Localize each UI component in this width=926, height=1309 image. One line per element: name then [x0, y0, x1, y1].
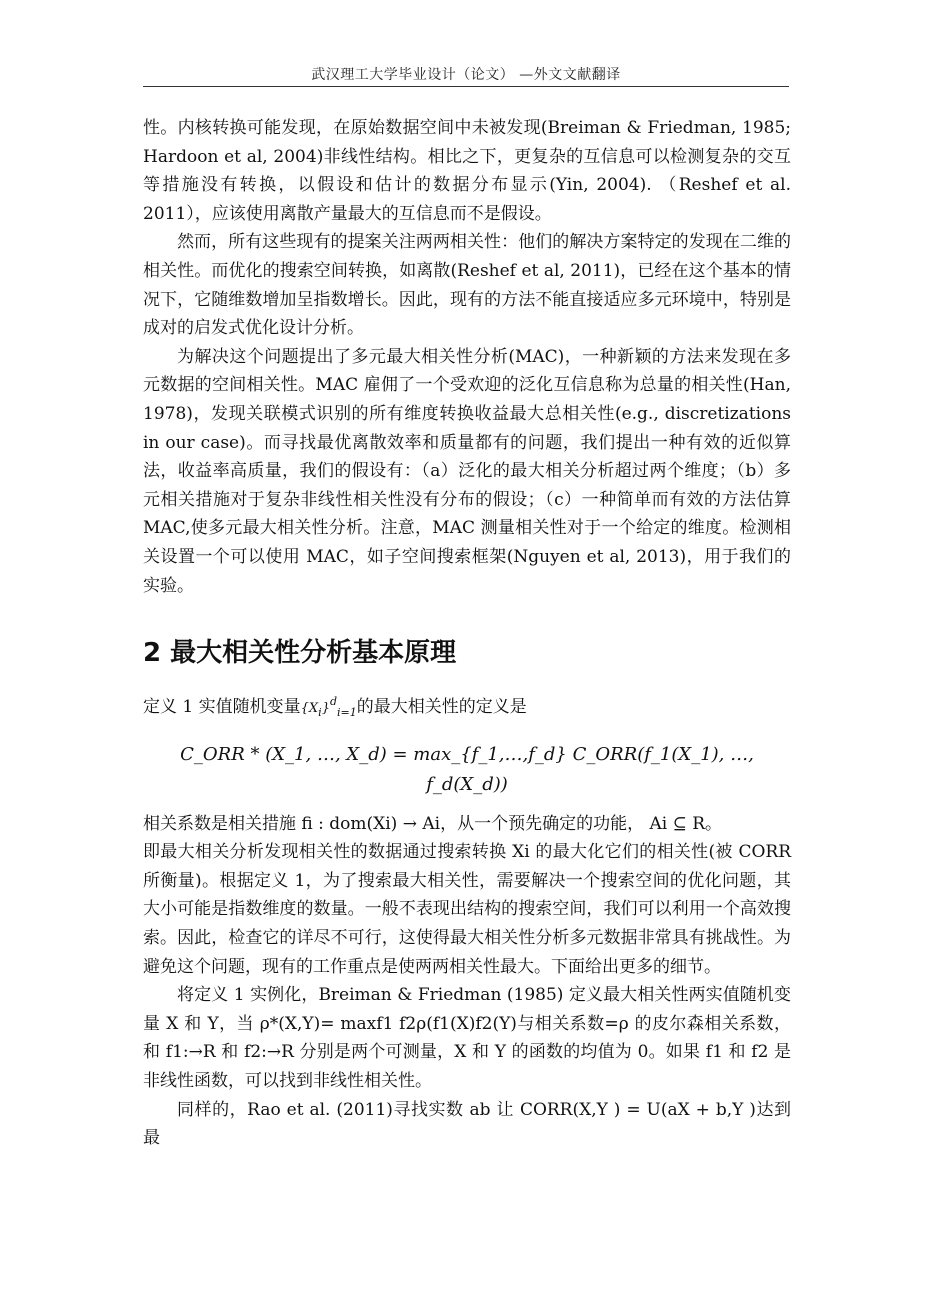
paragraph: 为解决这个问题提出了多元最大相关性分析(MAC)，一种新颖的方法来发现在多元数据的空间相关性。MAC 雇佣了一个受欢迎的泛化互信息称为总量的相关性(Han, 1978)，发现关联模式识别的所有维度转换收益最大总相关性(e.g., discretizations in our case)。而寻找最优离散效率和质量都有的问题，我们提出一种有效的近似算法，收益率高质量，我们的假设有：（a）泛化的最大相关分析超过两个维度；（b）多元相关措施对于复杂非线性相关性没有分布的假设；（c）一种简单而有效的方法估算 MAC,使多元最大相关性分析。注意，MAC 测量相关性对于一个给定的维度。检测相关设置一个可以使用 MAC，如子空间搜索框架(Nguyen et al, 2013)，用于我们的实验。 [143, 346, 791, 596]
paragraph: 即最大相关分析发现相关性的数据通过搜索转换 Xi 的最大化它们的相关性(被 CORR 所衡量)。根据定义 1，为了搜索最大相关性，需要解决一个搜索空间的优化问题，其大小可能是指数维度的数量。一般不表现出结构的搜索空间，我们可以利用一个高效搜索。因此，检查它的详尽不可行，这使得最大相关性分析多元数据非常具有挑战性。为避免这个问题，现有的工作重点是使两两相关性最大。下面给出更多的细节。 [143, 842, 791, 977]
page-header: 武汉理工大学毕业设计（论文） —外文文献翻译 [311, 67, 621, 83]
document-body [143, 114, 791, 1153]
section-heading: 2 最大相关性分析基本原理 [143, 638, 457, 669]
definition-suffix: 的最大相关性的定义是 [356, 697, 527, 718]
paragraph: 性。内核转换可能发现，在原始数据空间中未被发现(Breiman & Friedman, 1985; Hardoon et al, 2004)非线性结构。相比之下，更复杂的互信息可以检测复杂的交互等措施没有转换，以假设和估计的数据分布显示(Yin, 2004). （Reshef et al. 2011），应该使用离散产量最大的互信息而不是假设。 [143, 118, 791, 224]
paragraph: 将定义 1 实例化，Breiman & Friedman (1985) 定义最大相关性两实值随机变量 X 和 Y，当 ρ*(X,Y)= maxf1 f2ρ(f1(X)f2(Y)与相关系数=ρ 的皮尔森相关系数，和 f1:→R 和 f2:→R 分别是两个可测量，X 和 Y 的函数的均值为 0。如果 f1 和 f2 是非线性函数，可以找到非线性相关性。 [143, 985, 791, 1092]
paragraph: 相关系数是相关措施 fi : dom(Xi) → Ai，从一个预先确定的功能， Ai ⊆ R。 [143, 813, 723, 834]
paragraph: 然而，所有这些现有的提案关注两两相关性：他们的解决方案特定的发现在二维的相关性。而优化的搜索空间转换，如离散(Reshef et al, 2011)，已经在这个基本的情况下，它随维数增加呈指数增长。因此，现有的方法不能直接适应多元环境中，特别是成对的启发式优化设计分析。 [143, 232, 791, 339]
definition-line [143, 688, 791, 728]
definition-prefix: 定义 1 实值随机变量 [143, 697, 301, 718]
paragraph: 同样的，Rao et al. (2011)寻找实数 ab 让 CORR(X,Y ) = U(aX + b,Y )达到最 [143, 1099, 791, 1149]
set-notation: $\{X_i\}^d_{i=1}$ [300, 695, 357, 720]
header-rule [143, 86, 789, 87]
formula-max-correlation: C_ORR * (X_1, …, X_d) = max_{f_1,…,f_d} C_ORR(f_1(X_1), …, f_d(X_d)) [180, 743, 754, 795]
